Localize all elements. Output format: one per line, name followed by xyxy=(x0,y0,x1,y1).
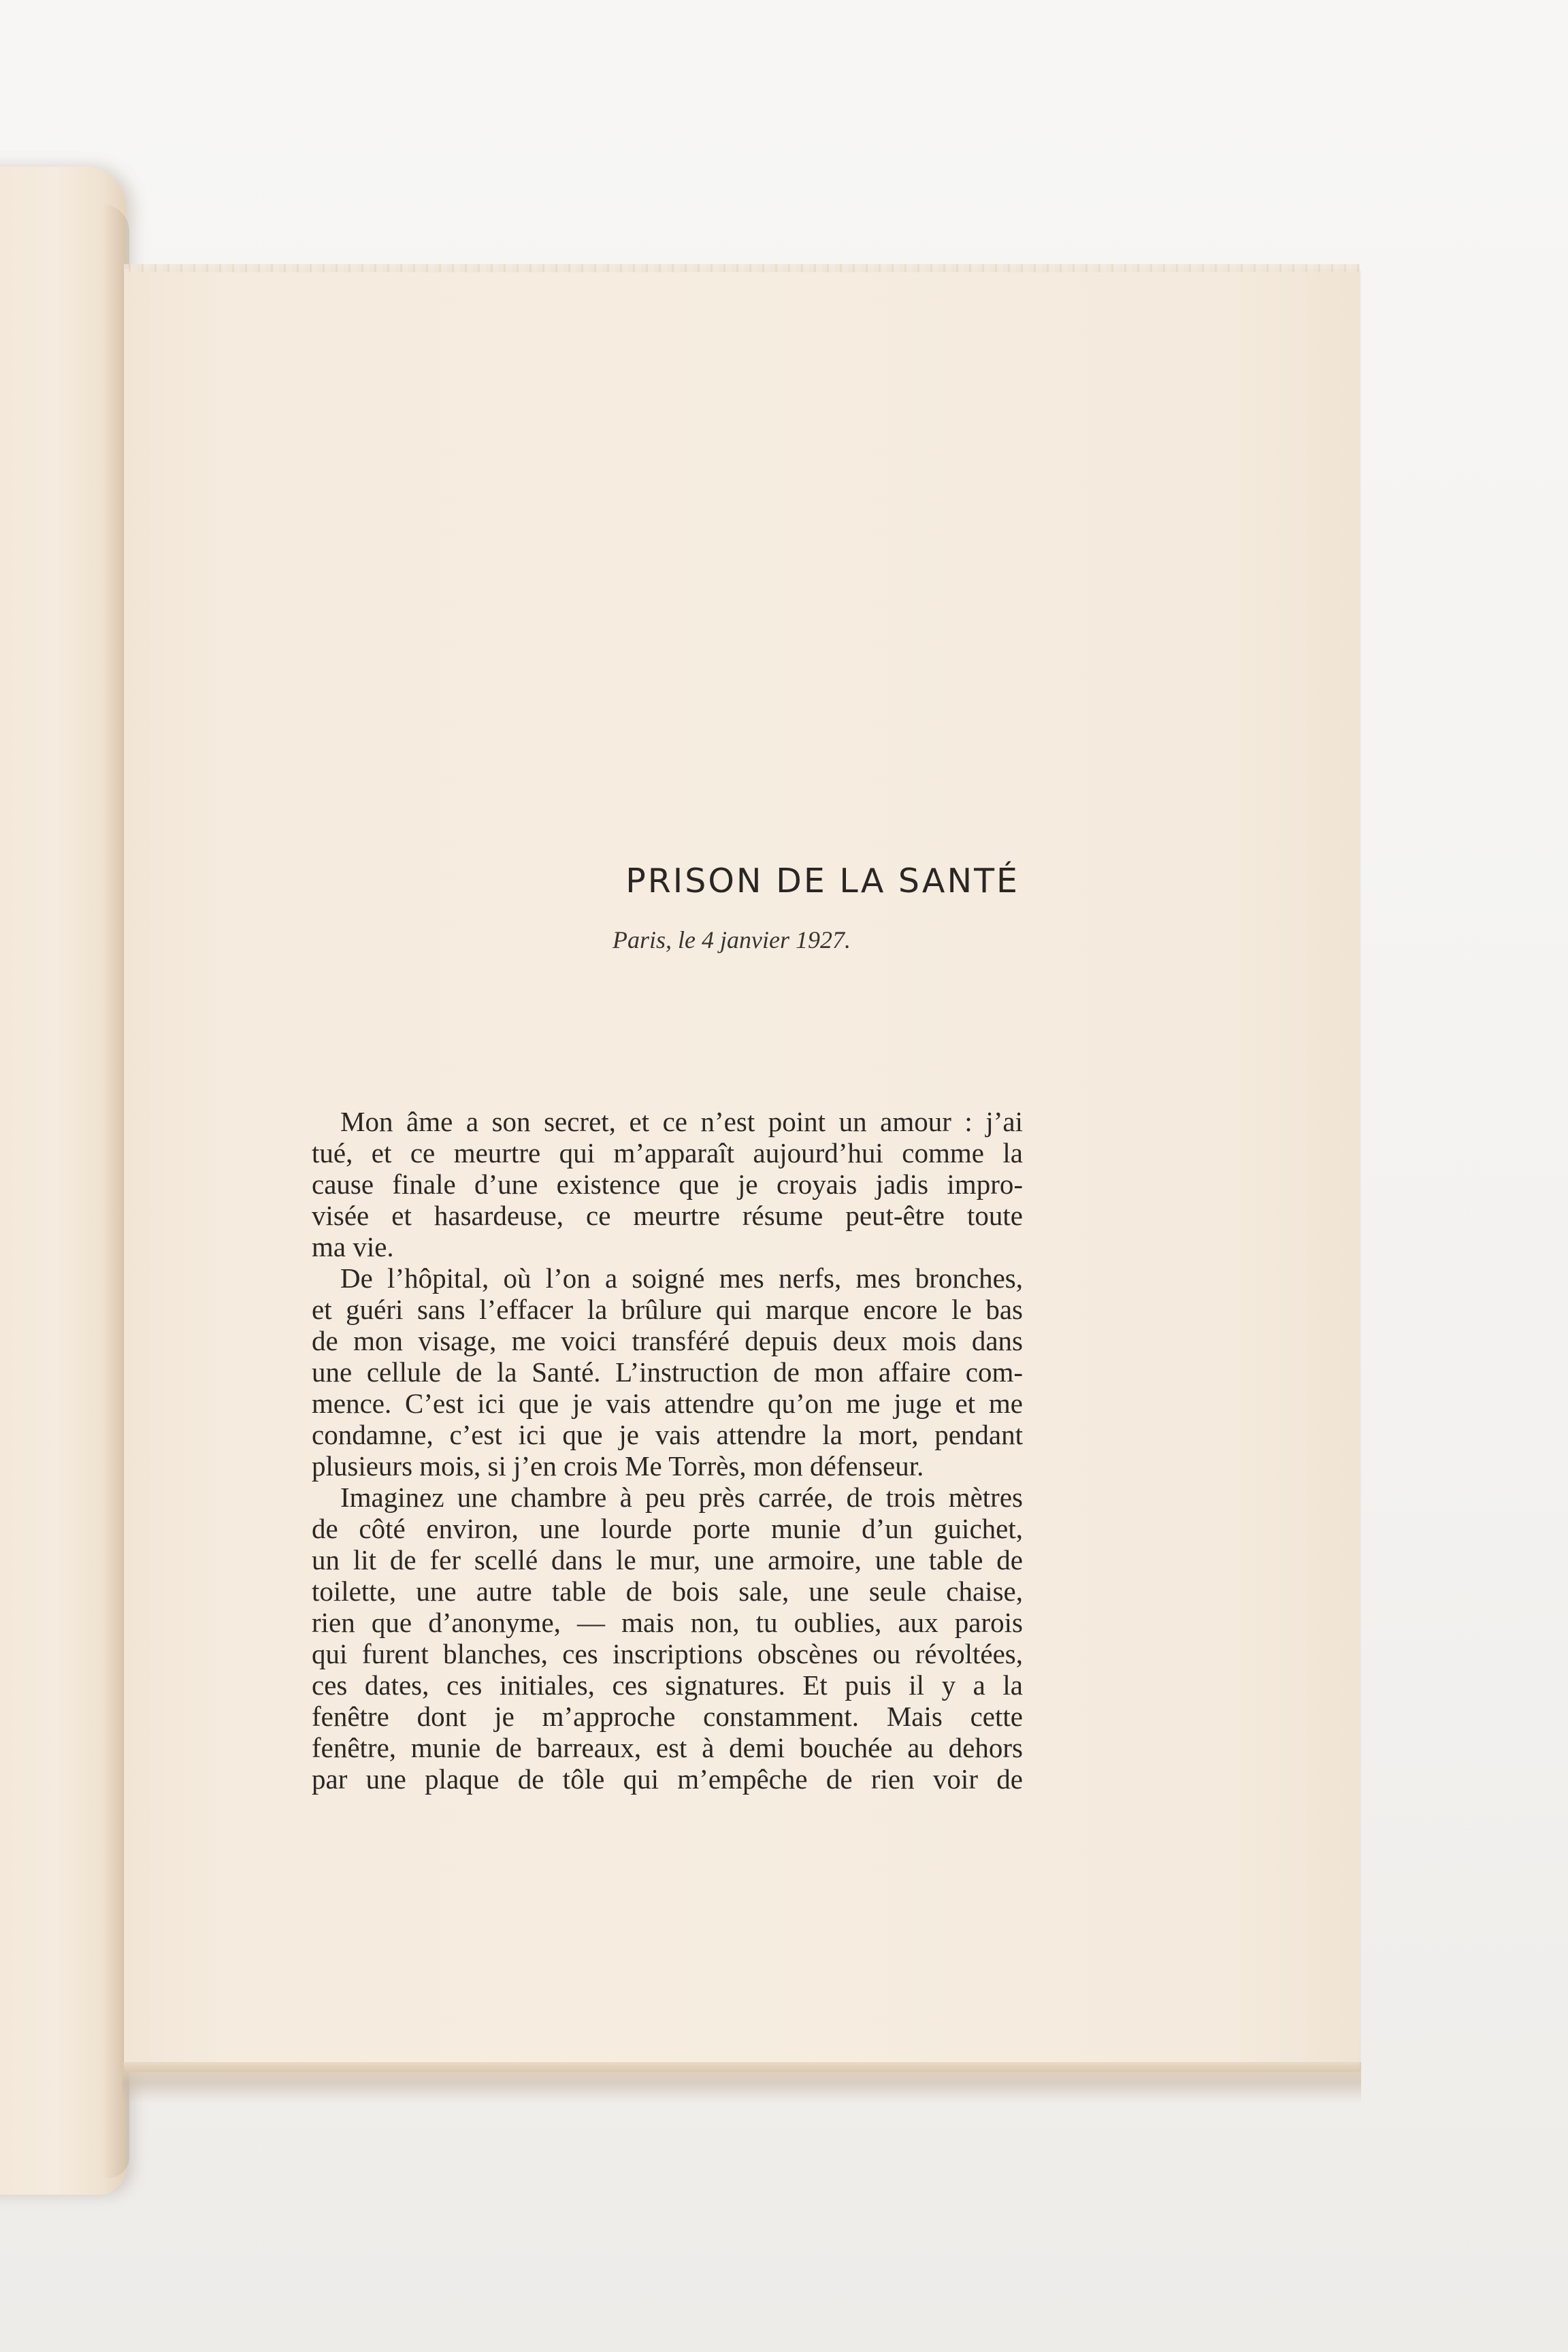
text-line: visée et hasardeuse, ce meurtre résume peut-être toute xyxy=(312,1200,1023,1231)
text-line: de côté environ, une lourde porte munie d’un guichet, xyxy=(312,1513,1023,1544)
text-line: fenêtre, munie de barreaux, est à demi bouchée au dehors xyxy=(312,1732,1023,1763)
text-line: mence. C’est ici que je vais attendre qu’on me juge et me xyxy=(312,1388,1023,1419)
text-line: par une plaque de tôle qui m’empêche de rien voir de xyxy=(312,1763,1023,1795)
text-line: qui furent blanches, ces inscriptions obscènes ou révoltées, xyxy=(312,1638,1023,1669)
text-line: condamne, c’est ici que je vais attendre la mort, pendant xyxy=(312,1419,1023,1450)
text-line: et guéri sans l’effacer la brûlure qui marque encore le bas xyxy=(312,1294,1023,1325)
text-line: fenêtre dont je m’approche constamment. Mais cette xyxy=(312,1701,1023,1732)
text-line: plusieurs mois, si j’en crois Me Torrès, mon défenseur. xyxy=(312,1450,924,1482)
text-line: toilette, une autre table de bois sale, une seule chaise, xyxy=(312,1575,1023,1607)
chapter-title: PRISON DE LA SANTÉ xyxy=(625,862,1019,900)
text-line: tué, et ce meurtre qui m’apparaît aujourd’hui comme la xyxy=(312,1137,1023,1169)
text-line: cause finale d’une existence que je croyais jadis impro- xyxy=(312,1169,1023,1200)
text-line: une cellule de la Santé. L’instruction de mon affaire com- xyxy=(312,1356,1023,1388)
text-line: De l’hôpital, où l’on a soigné mes nerfs, mes bronches, xyxy=(340,1262,1023,1294)
text-line: Imaginez une chambre à peu près carrée, de trois mètres xyxy=(340,1482,1023,1513)
dateline: Paris, le 4 janvier 1927. xyxy=(612,926,851,953)
text-line: rien que d’anonyme, — mais non, tu oublies, aux parois xyxy=(312,1607,1023,1638)
text-line: Mon âme a son secret, et ce n’est point un amour : j’ai xyxy=(340,1106,1023,1137)
text-line: de mon visage, me voici transféré depuis deux mois dans xyxy=(312,1325,1023,1356)
text-line: ma vie. xyxy=(312,1231,394,1262)
text-line: ces dates, ces initiales, ces signatures. Et puis il y a la xyxy=(312,1669,1023,1701)
text-line: un lit de fer scellé dans le mur, une armoire, une table de xyxy=(312,1544,1023,1575)
